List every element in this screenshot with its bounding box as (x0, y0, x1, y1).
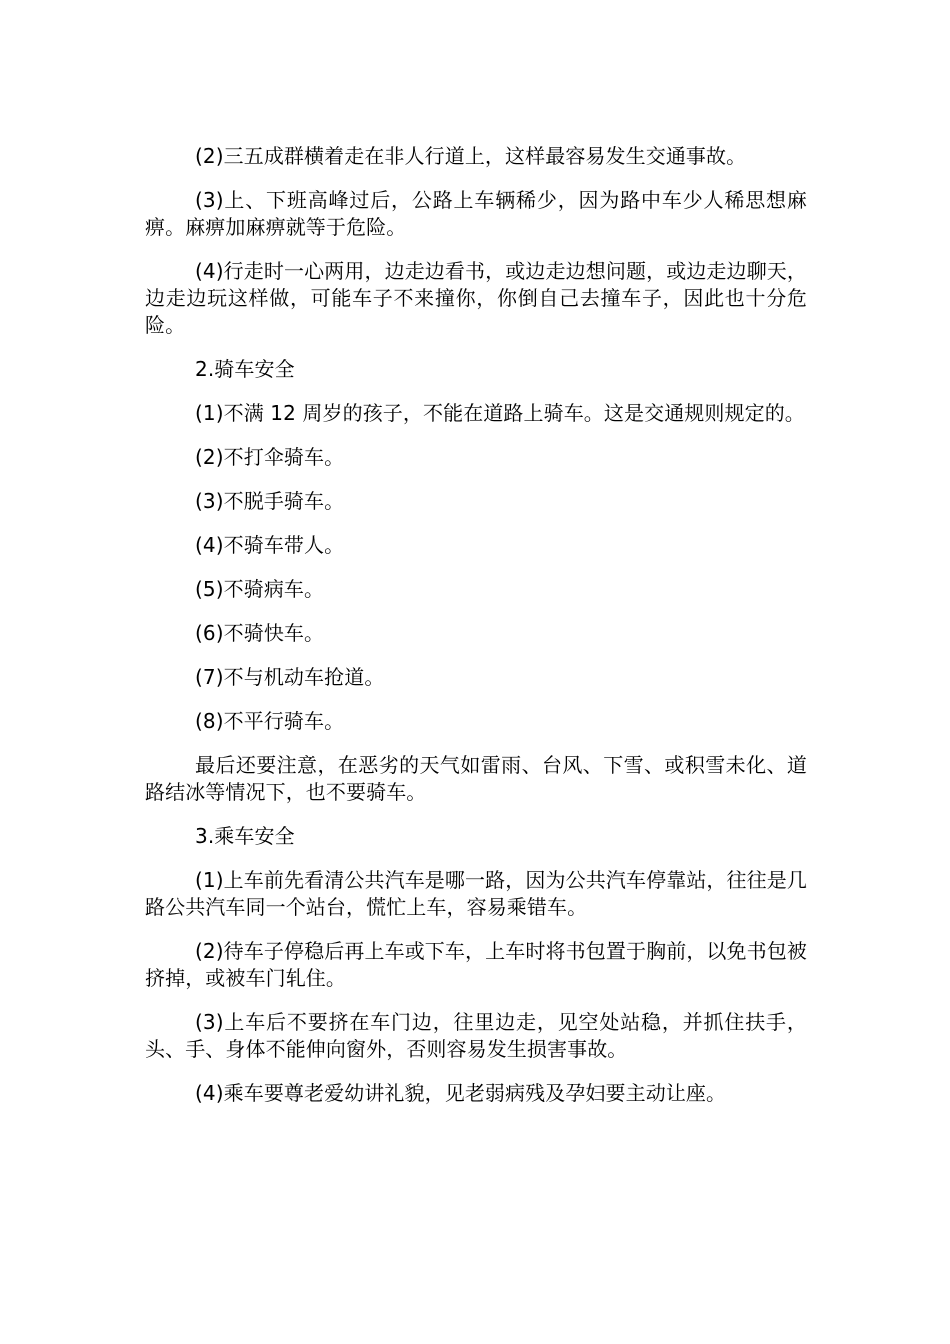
section-heading: 2.骑车安全 (195, 357, 295, 381)
paragraph: (4)行走时一心两用，边走边看书，或边走边想问题，或边走边聊天，边走边玩这样做，可能车子不来撞你，你倒自己去撞车子，因此也十分危险。 (145, 259, 807, 337)
list-item: (8)不平行骑车。 (195, 709, 345, 733)
paragraph: (1)不满 12 周岁的孩子，不能在道路上骑车。这是交通规则规定的。 (195, 401, 805, 425)
paragraph: (3)上、下班高峰过后，公路上车辆稀少，因为路中车少人稀思想麻痹。麻痹加麻痹就等于危险。 (145, 188, 807, 239)
list-item: (3)不脱手骑车。 (195, 489, 345, 513)
paragraph: 最后还要注意，在恶劣的天气如雷雨、台风、下雪、或积雪未化、道路结冰等情况下，也不要骑车。 (145, 753, 807, 804)
list-item: (6)不骑快车。 (195, 621, 325, 645)
paragraph: (2)三五成群横着走在非人行道上，这样最容易发生交通事故。 (195, 144, 747, 168)
paragraph: (3)上车后不要挤在车门边，往里边走，见空处站稳，并抓住扶手，头、手、身体不能伸向窗外，否则容易发生损害事故。 (145, 1010, 807, 1061)
paragraph: (2)待车子停稳后再上车或下车，上车时将书包置于胸前，以免书包被挤掉，或被车门轧住。 (145, 939, 807, 990)
list-item: (4)不骑车带人。 (195, 533, 345, 557)
paragraph: (4)乘车要尊老爱幼讲礼貌，见老弱病残及孕妇要主动让座。 (195, 1081, 727, 1105)
list-item: (5)不骑病车。 (195, 577, 325, 601)
list-item: (7)不与机动车抢道。 (195, 665, 385, 689)
list-item: (2)不打伞骑车。 (195, 445, 345, 469)
paragraph: (1)上车前先看清公共汽车是哪一路，因为公共汽车停靠站，往往是几路公共汽车同一个站台，慌忙上车，容易乘错车。 (145, 868, 807, 919)
section-heading: 3.乘车安全 (195, 824, 295, 848)
